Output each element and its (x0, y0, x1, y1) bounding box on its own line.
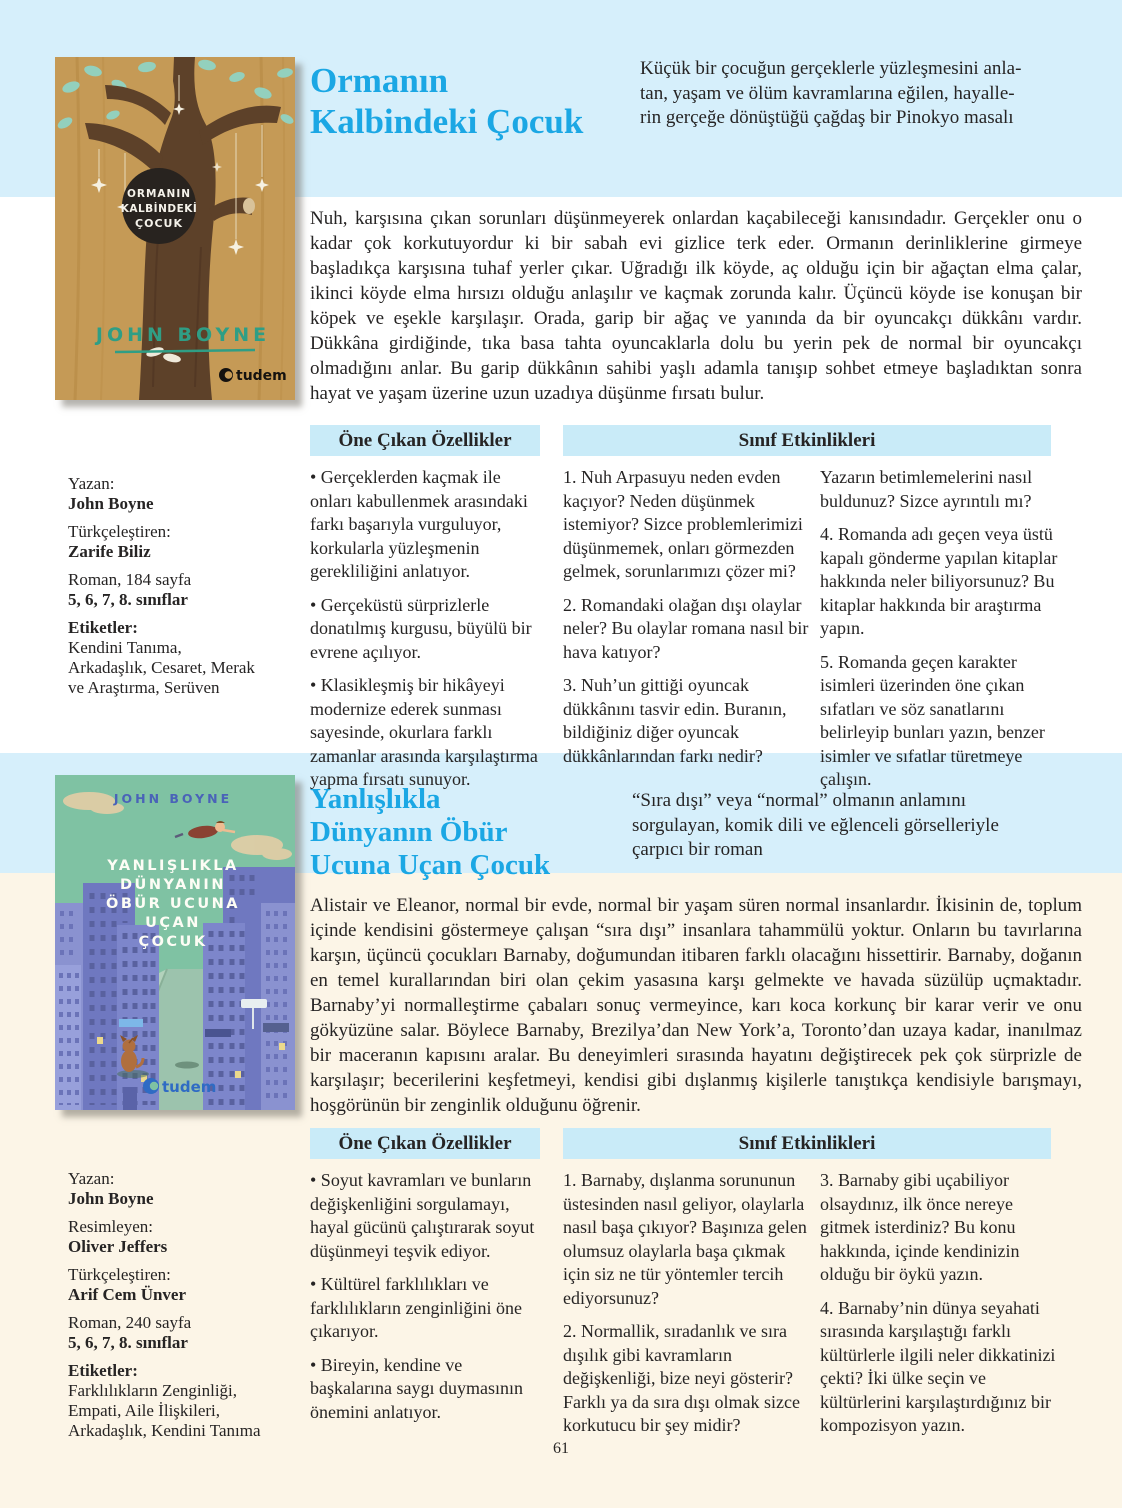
book2-activities-col1 (563, 1169, 811, 1448)
book2-cover (55, 775, 295, 1110)
yazan-label: Yazan: (68, 1169, 115, 1188)
etiketler-label: Etiketler: (68, 1361, 138, 1380)
etiketler-line: ve Araştırma, Serüven (68, 678, 220, 697)
book2-tagline: “Sıra dışı” veya “normal” olmanın anlamını sorgulayan, komik dili ve eğlenceli görselleriyle çarpıcı bir roman (632, 790, 999, 860)
svg-text:tudem: tudem (236, 368, 287, 384)
svg-text:tudem: tudem (162, 1078, 217, 1096)
activity-item: 4. Romanda adı geçen veya üstü kapalı gönderme yapılan kitaplar hakkında neler biliyorsunuz? Bu kitaplar hakkında bir araştırma yapın. (820, 524, 1058, 638)
etiketler-line: Empati, Aile İlişkileri, (68, 1401, 221, 1420)
boy-shadow (175, 1062, 199, 1069)
activity-item: Yazarın betimlemelerini nasıl buldunuz? Sizce ayrıntılı mı? (820, 467, 1033, 511)
resimleyen-value: Oliver Jeffers (68, 1237, 168, 1256)
activity-item: 3. Barnaby gibi uçabiliyor olsaydınız, ilk önce nereye gitmek isterdiniz? Bu konu hakkında, içinde kendinizin olduğu bir öykü yazın. (820, 1170, 1020, 1284)
book1-features-header: Öne Çıkan Özellikler (310, 425, 540, 456)
etiketler-label: Etiketler: (68, 618, 138, 637)
svg-text:ÇOCUK: ÇOCUK (138, 934, 208, 950)
activity-item: 4. Barnaby’nin dünya seyahati sırasında karşılaştığı farklı kültürlerle ilgili neler dikkatinizi çekti? İki ülke seçin ve kültürlerini karşılaştırdığınız bir kompozisyon yazın. (820, 1297, 1056, 1435)
svg-text:KALBİNDEKİ: KALBİNDEKİ (120, 203, 198, 215)
feature-item: • Gerçeküstü sürprizlerle donatılmış kurgusu, büyülü bir evrene açılıyor. (310, 594, 532, 662)
activity-item: 5. Romanda geçen karakter isimleri üzerinden öne çıkan sıfatları ve söz sanatlarını belirleyip bunları yazın, benzer isimler ve sıfatlar türetmeye çalışın. (820, 651, 1045, 789)
activity-item: 3. Nuh’un gittiği oyuncak dükkânını tasvir edin. Buranın, bildiğiniz diğer oyuncak dükkânlarından farkı nedir? (563, 675, 787, 766)
yazan-label: Yazan: (68, 474, 115, 493)
turkcelestiren-value: Zarife Biliz (68, 542, 151, 561)
turkcelestiren-value: Arif Cem Ünver (68, 1285, 187, 1304)
page-number: 61 (553, 1440, 569, 1457)
activity-item: 2. Normallik, sıradanlık ve sıra dışılık gibi kavramların değişkenliği, bize neyi gösterir? Farklı ya da sıra dışı olmak sizce korkutucu bir şey midir? (563, 1321, 800, 1435)
svg-text:ÇOCUK: ÇOCUK (135, 217, 183, 230)
book2-info (68, 1169, 300, 1449)
book1-activities-col1 (563, 466, 811, 778)
turkcelestiren-label: Türkçeleştiren: (68, 522, 171, 541)
grades-line: 5, 6, 7, 8. sınıflar (68, 590, 188, 609)
feature-item: • Gerçeklerden kaçmak ile onları kabullenmek arasındaki farkı başarıyla vurguluyor, korkularla yüzleşmenin gerekliliğini anlatıyor. (310, 467, 528, 581)
book2-summary: Alistair ve Eleanor, normal bir evde, normal bir yaşam süren normal insanlardır. İkisinin de, toplum içinde kendisini göstermeye çalışan “sıra dışı” insanlara tahammülü yoktur. Onların bu tavırlarına karşın, üçüncü çocukları Barnaby, doğumundan itibaren farklı olacağını hissettirir. Barnaby, doğanın en temel kurallarından biri olan çekim yasasına karşı gelmekte ve havada süzülüp uçmaktadır. Barnaby’yi normalleştirme çabaları sonuç vermeyince, karı koca korkunç bir karar verir ve onu gökyüzüne salar. Böylece Barnaby, Brezilya’dan New York’a, Toronto’dan uzaya kadar, inanılmaz bir maceranın kapısını aralar. Bu deneyimleri sırasında hayatını değiştirecek pek çok sürprizle de karşılaşır; becerilerini keşfetmeyi, kendisi gibi dışlanmış kişilerle tanıştıkça kendisiyle barışmayı, hoşgörünün bir zenginlik olduğunu öğrenir. (310, 895, 1082, 1116)
etiketler-line: Kendini Tanıma, (68, 638, 182, 657)
book1-info (68, 474, 296, 706)
format-line: Roman, 184 sayfa (68, 570, 192, 589)
activity-item: 2. Romandaki olağan dışı olaylar neler? Bu olaylar romana nasıl bir hava katıyor? (563, 594, 809, 662)
cover2-author: JOHN BOYNE (113, 791, 233, 806)
tudem-logo (143, 1078, 216, 1096)
book1-tagline: Küçük bir çocuğun gerçeklerle yüzleşmesini anla- tan, yaşam ve ölüm kavramlarına eğilen, hayalle- rin gerçeğe dönüştüğü çağdaş bir Pinokyo masalı (640, 58, 1022, 128)
svg-text:DÜNYANIN: DÜNYANIN (120, 877, 226, 893)
turkcelestiren-label: Türkçeleştiren: (68, 1265, 171, 1284)
book1-features (310, 466, 547, 802)
book2-features-header: Öne Çıkan Özellikler (310, 1128, 540, 1159)
feature-item: • Kültürel farklılıkları ve farklılıkların zenginliğini öne çıkarıyor. (310, 1274, 522, 1341)
format-line: Roman, 240 sayfa (68, 1313, 192, 1332)
etiketler-line: Arkadaşlık, Cesaret, Merak (68, 658, 255, 677)
book1-cover (55, 57, 295, 400)
book2-title: Yanlışlıkla Dünyanın Öbür Ucuna Uçan Çocuk (310, 783, 551, 881)
yazan-value: John Boyne (68, 1189, 154, 1208)
svg-text:UÇAN: UÇAN (145, 915, 201, 931)
etiketler-line: Arkadaşlık, Kendini Tanıma (68, 1421, 261, 1440)
book2-activities-header: Sınıf Etkinlikleri (563, 1128, 1051, 1159)
svg-text:YANLIŞLIKLA: YANLIŞLIKLA (107, 858, 239, 874)
book1-title: Ormanın Kalbindeki Çocuk (310, 61, 584, 142)
resimleyen-label: Resimleyen: (68, 1217, 153, 1236)
book1-summary: Nuh, karşısına çıkan sorunları düşünmeyerek onlardan kaçabileceği kanısındadır. Gerçekler onu o kadar çok korkutuyordur ki bir sabah evi gizlice terk eder. Ormanın derinliklerine girmeye başladıkça karşısına tuhaf yerler çıkar. Uğradığı ilk köyde, aç olduğu için bir ağaçtan elma çalar, ikinci köyde elma hırsızı olduğu anlaşılır ve kaçmak zorunda kalır. Üçüncü köyde ise konuşan bir köpek ve eşekle karşılaşır. Orada, garip bir ağaç ve yanında da bir oyuncakçı dükkânı vardır. Dükkâna girdiğinde, tıka basa tahta oyuncaklarla dolu bu yerin pek de normal bir oyuncakçı olmadığını anlar. Bu garip dükkânın sahibi yaşlı adamla tanışıp sohbet etmeye başladıktan sonra hayat ve yaşam üzerine uzun uzadıya düşünme fırsatı bulur. (310, 208, 1082, 404)
etiketler-line: Farklılıkların Zenginliği, (68, 1381, 238, 1400)
activity-item: 1. Nuh Arpasuyu neden evden kaçıyor? Neden düşünmek istemiyor? Sizce problemlerimizi düşünmemek, onları görmezden gelmek, sorunlarımızı çözer mi? (563, 467, 803, 581)
book1-activities-col2 (820, 466, 1066, 802)
feature-item: • Bireyin, kendine ve başkalarına saygı duymasının önemini anlatıyor. (310, 1354, 523, 1422)
book2-features (310, 1169, 547, 1434)
book2-cover-illustration (55, 775, 295, 1110)
book1-cover-illustration (55, 57, 295, 400)
svg-text:ORMANIN: ORMANIN (126, 188, 192, 200)
book1-activities-header: Sınıf Etkinlikleri (563, 425, 1051, 456)
grades-line: 5, 6, 7, 8. sınıflar (68, 1333, 188, 1352)
feature-item: • Soyut kavramları ve bunların değişkenliğini sorgulamayı, hayal gücünü çalıştırarak soyut düşünmeyi teşvik ediyor. (310, 1170, 535, 1261)
feature-item: • Klasikleşmiş bir hikâyeyi modernize ederek sunması sayesinde, okurlara farklı zamanlar arasında karşılaştırma yapma fırsatı sunuyor. (310, 675, 538, 789)
book2-activities-col2 (820, 1169, 1066, 1448)
svg-text:ÖBÜR UCUNA: ÖBÜR UCUNA (106, 896, 240, 912)
cover1-author: JOHN BOYNE (95, 324, 271, 346)
activity-item: 1. Barnaby, dışlanma sorununun üstesinden nasıl geliyor, olaylarla nasıl başa çıkıyor? Başınıza gelen olumsuz olaylarla başa çıkmak için siz ne tür yöntemler tercih ediyorsunuz? (563, 1170, 807, 1308)
yazan-value: John Boyne (68, 494, 154, 513)
